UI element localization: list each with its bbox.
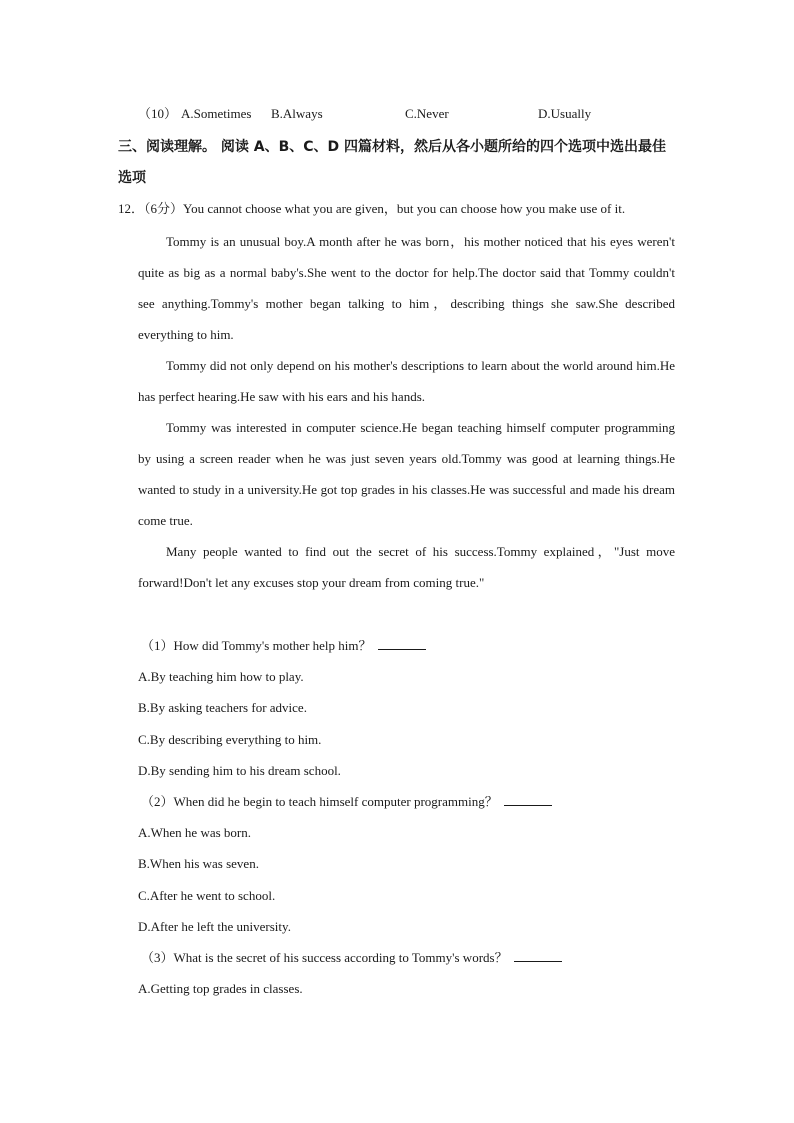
answer-blank-1[interactable] <box>378 638 426 650</box>
question-2-option-d: D.After he left the university. <box>138 919 291 934</box>
question-1-option-c: C.By describing everything to him. <box>138 732 322 747</box>
q12-score: （6分） <box>144 201 184 216</box>
question-2-text: When did he begin to teach himself computer programming？ <box>173 794 498 809</box>
question-1-text: How did Tommy's mother help him？ <box>173 638 372 653</box>
question-3 <box>141 949 562 967</box>
question-1 <box>141 637 426 655</box>
question-1-option-b: B.By asking teachers for advice. <box>138 700 307 715</box>
question-1-label: （1） <box>141 638 174 653</box>
q10-option-c: C.Never <box>405 106 449 121</box>
q12-number: 12． <box>118 201 145 216</box>
q10-label: （10） <box>138 106 178 121</box>
question-1-option-d: D.By sending him to his dream school. <box>138 763 341 778</box>
passage-paragraph-4: Many people wanted to find out the secret of his success.Tommy explained，"Just move forward!Don't let any excuses stop your dream from coming true." <box>138 544 675 590</box>
question-1-option-a: A.By teaching him how to play. <box>138 669 304 684</box>
answer-blank-2[interactable] <box>504 794 552 806</box>
question-3-label: （3） <box>141 950 174 965</box>
passage-paragraph-2: Tommy did not only depend on his mother's descriptions to learn about the world around him.He has perfect hearing.He saw with his ears and his hands. <box>138 358 675 404</box>
section-heading: 三、阅读理解。 阅读 A、B、C、D 四篇材料，然后从各小题所给的四个选项中选出最佳选项 <box>118 139 667 186</box>
question-2-option-b: B.When his was seven. <box>138 856 259 871</box>
q12-header <box>118 200 625 218</box>
passage-paragraph-3: Tommy was interested in computer science.He began teaching himself computer programming by using a screen reader when he was just seven years old.Tommy was good at learning things.He wanted to study in a university.He got top grades in his classes.He was successful and made his dream come true. <box>138 420 675 528</box>
q10-option-d: D.Usually <box>538 106 592 121</box>
question-2-label: （2） <box>141 794 174 809</box>
reading-passage <box>138 226 675 598</box>
answer-blank-3[interactable] <box>514 950 562 962</box>
question-3-option-a: A.Getting top grades in classes. <box>138 981 303 996</box>
question-2 <box>141 793 552 811</box>
q10-option-b: B.Always <box>271 106 323 121</box>
question-2-option-a: A.When he was born. <box>138 825 251 840</box>
q10-option-a: A.Sometimes <box>181 106 252 121</box>
question-2-option-c: C.After he went to school. <box>138 888 276 903</box>
q12-intro: You cannot choose what you are given，but you can choose how you make use of it. <box>183 201 626 216</box>
passage-paragraph-1: Tommy is an unusual boy.A month after he was born，his mother noticed that his eyes weren't quite as big as a normal baby's.She went to the doctor for help.The doctor said that Tommy couldn't see anything.Tommy's mother began talking to him，describing things she saw.She described everything to him. <box>138 234 675 342</box>
question-3-text: What is the secret of his success according to Tommy's words？ <box>173 950 508 965</box>
